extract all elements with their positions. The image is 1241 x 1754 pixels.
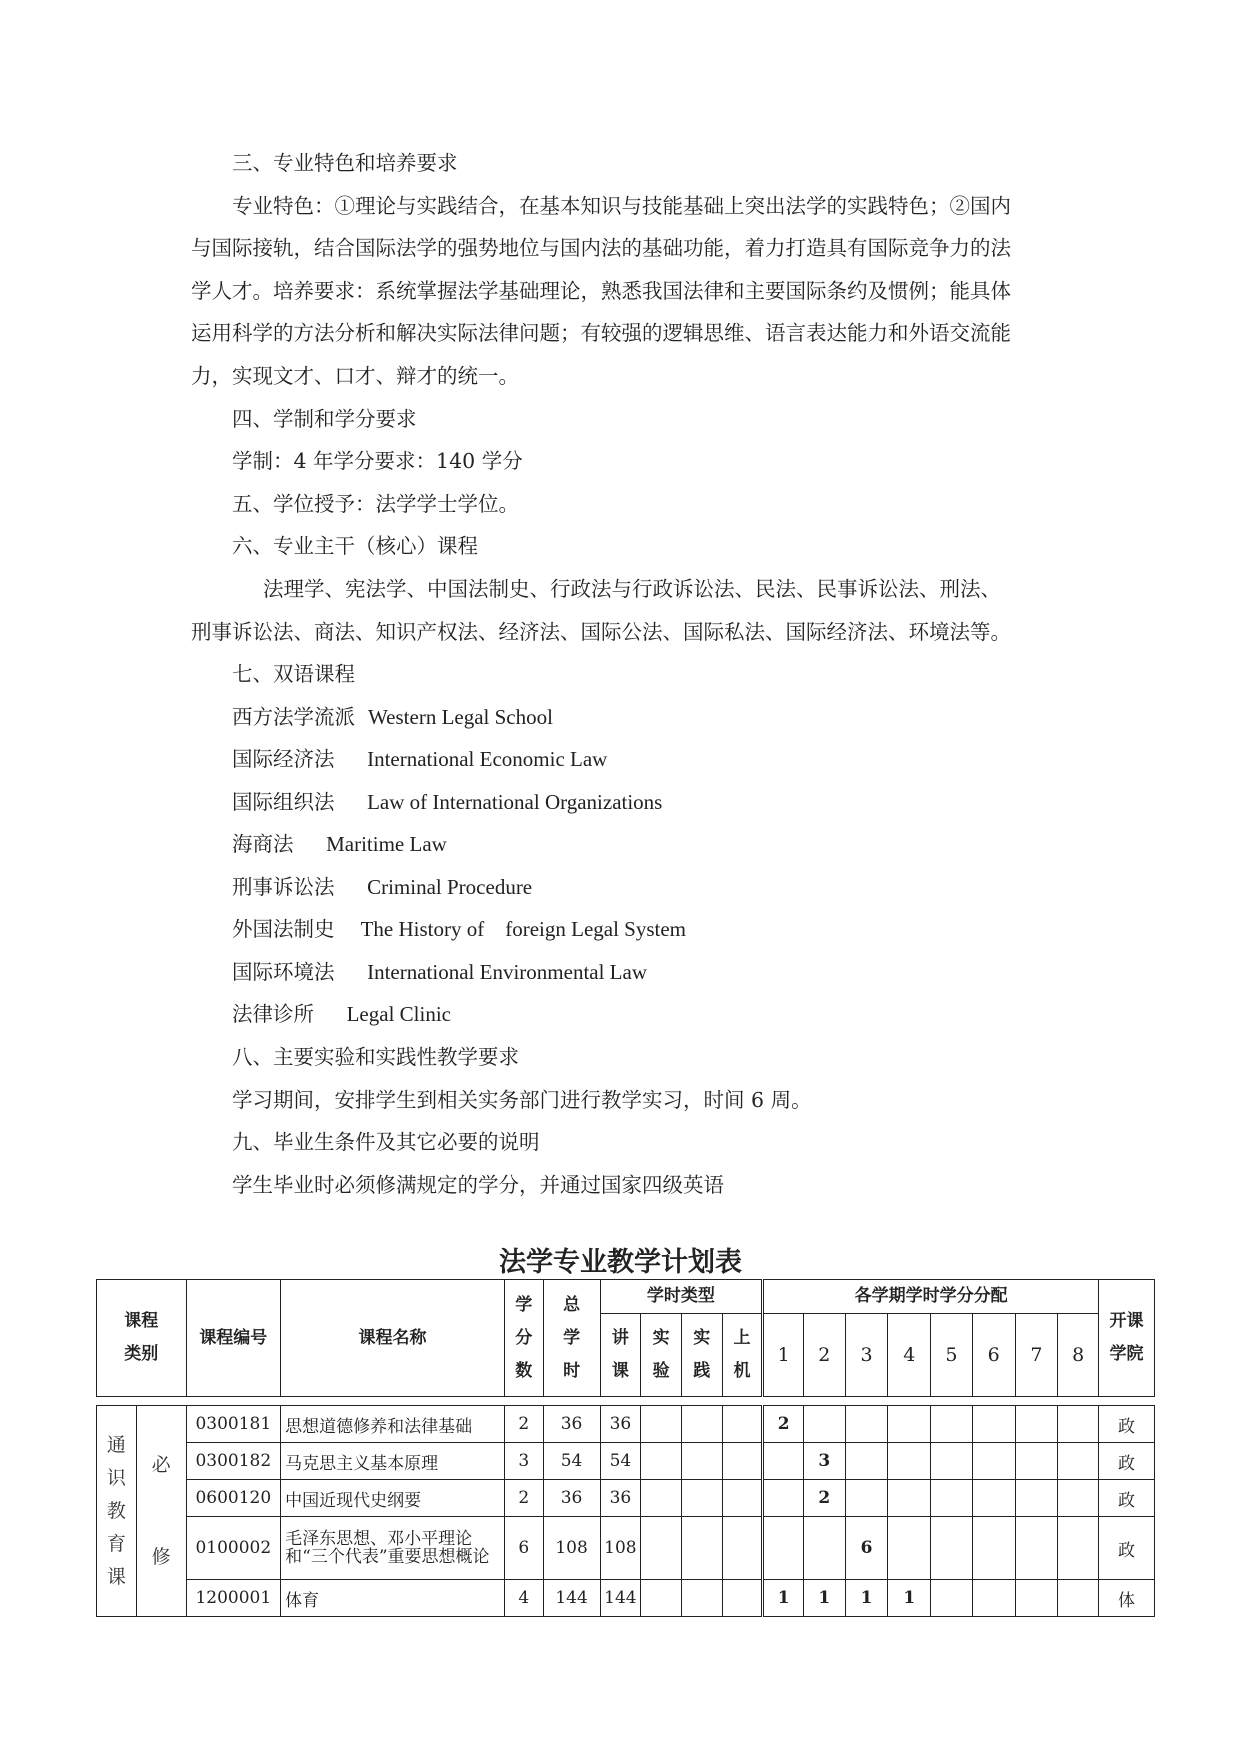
- header-semester-3: 3: [845, 1314, 888, 1397]
- course-en: Criminal Procedure: [367, 875, 533, 899]
- section3-line-2: 与国际接轨，结合国际法学的强势地位与国内法的基础功能，着力打造具有国际竞争力的法: [191, 236, 1011, 260]
- course-college: 政: [1098, 1480, 1154, 1517]
- alloc-s7: [1015, 1580, 1058, 1617]
- alloc-s5: [931, 1443, 973, 1480]
- course-college: 政: [1098, 1517, 1154, 1580]
- alloc-s7: [1015, 1443, 1058, 1480]
- header-semester-1: 1: [763, 1314, 804, 1397]
- section6-heading: 六、专业主干（核心）课程: [232, 534, 478, 558]
- alloc-s1: 1: [763, 1580, 804, 1617]
- alloc-s8: [1058, 1517, 1099, 1580]
- course-cn: 刑事诉讼法: [232, 875, 335, 899]
- course-cn: 海商法: [232, 832, 294, 856]
- course-name: 体育: [281, 1580, 505, 1617]
- section3-line-1: 专业特色：①理论与实践结合，在基本知识与技能基础上突出法学的实践特色；②国内: [232, 194, 1011, 218]
- alloc-s6: [972, 1480, 1015, 1517]
- alloc-s8: [1058, 1580, 1099, 1617]
- header-semester-2: 2: [803, 1314, 845, 1397]
- course-en: Legal Clinic: [346, 1002, 451, 1026]
- course-cn: 国际经济法: [232, 747, 335, 771]
- alloc-s1: [763, 1443, 804, 1480]
- subcategory-cell: 必 修: [136, 1406, 186, 1617]
- table-row: [97, 1480, 1155, 1517]
- header-computer: 上 机: [722, 1314, 763, 1397]
- bilingual-course: [232, 788, 662, 816]
- course-en: The History of foreign Legal System: [360, 917, 687, 941]
- course-practice: [681, 1406, 722, 1443]
- header-total-hours: 总 学 时: [543, 1280, 600, 1397]
- course-experiment: [641, 1406, 682, 1443]
- bilingual-course: [232, 958, 647, 986]
- bilingual-course: [232, 1000, 451, 1028]
- header-code: 课程编号: [186, 1280, 281, 1397]
- alloc-s3: 6: [845, 1517, 888, 1580]
- header-practice: 实 践: [681, 1314, 722, 1397]
- alloc-s5: [931, 1517, 973, 1580]
- course-practice: [681, 1517, 722, 1580]
- course-code: 0300182: [186, 1443, 281, 1480]
- course-lecture: 144: [600, 1580, 641, 1617]
- course-name: 中国近现代史纲要: [281, 1480, 505, 1517]
- bilingual-course: [232, 745, 607, 773]
- course-hours: 108: [543, 1517, 600, 1580]
- section4-heading: 四、学制和学分要求: [232, 407, 417, 431]
- section3-line-3: 学人才。培养要求：系统掌握法学基础理论，熟悉我国法律和主要国际条约及惯例；能具体: [191, 279, 1011, 303]
- alloc-s1: 2: [763, 1406, 804, 1443]
- alloc-s8: [1058, 1443, 1099, 1480]
- section3-heading: 三、专业特色和培养要求: [232, 151, 458, 175]
- bilingual-course: [232, 830, 447, 858]
- header-name: 课程名称: [281, 1280, 505, 1397]
- course-credits: 3: [504, 1443, 543, 1480]
- alloc-s2: [803, 1406, 845, 1443]
- course-practice: [681, 1580, 722, 1617]
- alloc-s3: [845, 1480, 888, 1517]
- alloc-s2: 2: [803, 1480, 845, 1517]
- section6-line-2: 刑事诉讼法、商法、知识产权法、经济法、国际公法、国际私法、国际经济法、环境法等。: [191, 620, 1011, 644]
- section8-heading: 八、主要实验和实践性教学要求: [232, 1045, 519, 1069]
- section9-text: 学生毕业时必须修满规定的学分，并通过国家四级英语: [232, 1173, 724, 1197]
- header-semester-5: 5: [931, 1314, 973, 1397]
- alloc-s4: 1: [888, 1580, 931, 1617]
- alloc-s4: [888, 1517, 931, 1580]
- course-lecture: 36: [600, 1406, 641, 1443]
- course-experiment: [641, 1480, 682, 1517]
- category-cell: 通 识 教 育 课: [97, 1406, 137, 1617]
- course-computer: [722, 1580, 763, 1617]
- course-college: 政: [1098, 1406, 1154, 1443]
- header-credits: 学 分 数: [504, 1280, 543, 1397]
- course-en: Western Legal School: [368, 705, 553, 729]
- course-practice: [681, 1480, 722, 1517]
- course-cn: 国际环境法: [232, 960, 335, 984]
- alloc-s4: [888, 1480, 931, 1517]
- course-code: 0600120: [186, 1480, 281, 1517]
- course-lecture: 108: [600, 1517, 641, 1580]
- course-experiment: [641, 1517, 682, 1580]
- alloc-s6: [972, 1580, 1015, 1617]
- course-credits: 4: [504, 1580, 543, 1617]
- header-semester-8: 8: [1058, 1314, 1099, 1397]
- alloc-s3: [845, 1406, 888, 1443]
- course-cn: 国际组织法: [232, 790, 335, 814]
- course-experiment: [641, 1443, 682, 1480]
- alloc-s4: [888, 1406, 931, 1443]
- course-credits: 2: [504, 1480, 543, 1517]
- section4-text: 学制：4 年学分要求：140 学分: [232, 449, 523, 473]
- course-computer: [722, 1406, 763, 1443]
- alloc-s6: [972, 1517, 1015, 1580]
- table-row: [97, 1580, 1155, 1617]
- course-college: 体: [1098, 1580, 1154, 1617]
- course-experiment: [641, 1580, 682, 1617]
- section8-text: 学习期间，安排学生到相关实务部门进行教学实习，时间 6 周。: [232, 1088, 812, 1112]
- section3-line-5: 力，实现文才、口才、辩才的统一。: [191, 364, 519, 388]
- alloc-s3: [845, 1443, 888, 1480]
- alloc-s4: [888, 1443, 931, 1480]
- course-hours: 144: [543, 1580, 600, 1617]
- header-semester-4: 4: [888, 1314, 931, 1397]
- course-hours: 36: [543, 1480, 600, 1517]
- alloc-s6: [972, 1406, 1015, 1443]
- course-en: Law of International Organizations: [367, 790, 663, 814]
- course-name: 思想道德修养和法律基础: [281, 1406, 505, 1443]
- table-row: [97, 1443, 1155, 1480]
- header-semester-6: 6: [972, 1314, 1015, 1397]
- header-lecture: 讲 课: [600, 1314, 641, 1397]
- course-college: 政: [1098, 1443, 1154, 1480]
- header-college: 开课 学院: [1098, 1280, 1154, 1397]
- section3-line-4: 运用科学的方法分析和解决实际法律问题；有较强的逻辑思维、语言表达能力和外语交流能: [191, 321, 1011, 345]
- bilingual-course: [232, 873, 532, 901]
- alloc-s3: 1: [845, 1580, 888, 1617]
- course-code: 0300181: [186, 1406, 281, 1443]
- section9-heading: 九、毕业生条件及其它必要的说明: [232, 1130, 540, 1154]
- table-row: [97, 1406, 1155, 1443]
- header-semester-alloc: 各学期学时学分分配: [763, 1280, 1099, 1314]
- course-lecture: 36: [600, 1480, 641, 1517]
- teaching-plan-table: [96, 1279, 1155, 1617]
- course-hours: 36: [543, 1406, 600, 1443]
- section7-heading: 七、双语课程: [232, 662, 355, 686]
- course-name: 毛泽东思想、邓小平理论和“三个代表”重要思想概论: [281, 1517, 505, 1580]
- course-cn: 外国法制史: [232, 917, 335, 941]
- alloc-s5: [931, 1406, 973, 1443]
- alloc-s6: [972, 1443, 1015, 1480]
- alloc-s2: [803, 1517, 845, 1580]
- alloc-s1: [763, 1517, 804, 1580]
- course-lecture: 54: [600, 1443, 641, 1480]
- alloc-s2: 3: [803, 1443, 845, 1480]
- course-name: 马克思主义基本原理: [281, 1443, 505, 1480]
- section6-line-1: 法理学、宪法学、中国法制史、行政法与行政诉讼法、民法、民事诉讼法、刑法、: [263, 577, 1001, 601]
- course-credits: 2: [504, 1406, 543, 1443]
- course-computer: [722, 1443, 763, 1480]
- bilingual-course: [232, 915, 686, 943]
- course-practice: [681, 1443, 722, 1480]
- course-code: 1200001: [186, 1580, 281, 1617]
- alloc-s7: [1015, 1517, 1058, 1580]
- header-spacer: [97, 1397, 1155, 1406]
- course-code: 0100002: [186, 1517, 281, 1580]
- alloc-s7: [1015, 1480, 1058, 1517]
- course-en: International Economic Law: [367, 747, 608, 771]
- course-computer: [722, 1517, 763, 1580]
- alloc-s5: [931, 1480, 973, 1517]
- course-computer: [722, 1480, 763, 1517]
- course-cn: 法律诊所: [232, 1002, 314, 1026]
- alloc-s7: [1015, 1406, 1058, 1443]
- alloc-s5: [931, 1580, 973, 1617]
- course-credits: 6: [504, 1517, 543, 1580]
- header-semester-7: 7: [1015, 1314, 1058, 1397]
- alloc-s2: 1: [803, 1580, 845, 1617]
- header-category: 课程 类别: [97, 1280, 187, 1397]
- course-hours: 54: [543, 1443, 600, 1480]
- course-en: Maritime Law: [326, 832, 447, 856]
- table-row: [97, 1517, 1155, 1580]
- alloc-s1: [763, 1480, 804, 1517]
- header-hour-types: 学时类型: [600, 1280, 763, 1314]
- table-title: 法学专业教学计划表: [499, 1247, 742, 1278]
- alloc-s8: [1058, 1406, 1099, 1443]
- course-cn: 西方法学流派: [232, 705, 355, 729]
- alloc-s8: [1058, 1480, 1099, 1517]
- course-en: International Environmental Law: [367, 960, 647, 984]
- header-experiment: 实 验: [641, 1314, 682, 1397]
- bilingual-course: [232, 703, 553, 731]
- section5-heading: 五、学位授予：法学学士学位。: [232, 492, 519, 516]
